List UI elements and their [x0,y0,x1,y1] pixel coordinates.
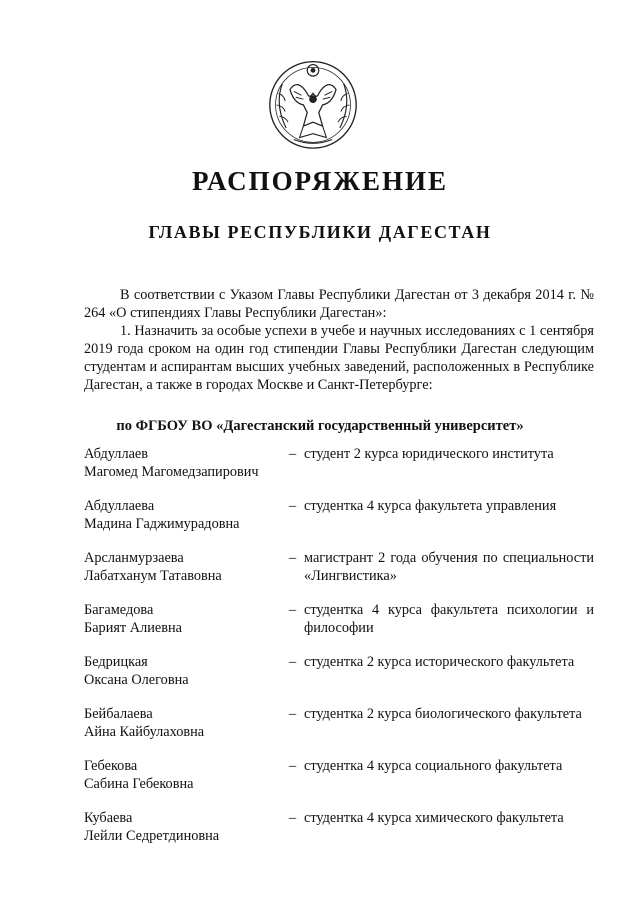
student-surname: Абдуллаев [84,446,149,462]
student-given-name: Оксана Олеговна [84,672,189,688]
student-given-name: Магомед Магомедзапирович [84,464,259,480]
student-given-name: Айна Кайбулаховна [84,724,205,740]
student-surname: Багамедова [84,602,154,618]
student-name [84,809,284,845]
student-description: магистрант 2 года обучения по специальности «Лингвистика» [304,550,594,584]
student-given-name: Сабина Гебековна [84,776,194,792]
student-description: студентка 4 курса химического факультета [304,810,564,826]
student-given-name: Лейли Седретдиновна [84,828,220,844]
preamble-paragraph: В соответствии с Указом Главы Республики Дагестан от 3 декабря 2014 г. № 264 «О стипендиях Главы Республики Дагестан»: [84,287,594,321]
coat-of-arms-emblem [265,55,361,151]
dash: – [289,602,297,618]
student-name [84,757,284,793]
student-name [84,497,284,533]
order-paragraph: 1. Назначить за особые успехи в учебе и научных исследованиях с 1 сентября 2019 года сроком на один год стипендии Главы Республики Дагестан следующим студентам и аспирантам высших учебных заведений, расположенных в Республике Дагестан, а также в городах Москве и Санкт-Петербурге: [84,323,594,393]
student-name [84,705,284,741]
student-description: студент 2 курса юридического института [304,446,554,462]
student-description: студентка 4 курса факультета психологии и философии [304,602,594,636]
student-name [84,549,284,585]
student-description: студентка 4 курса факультета управления [304,498,557,514]
student-surname: Гебекова [84,758,138,774]
student-name [84,445,284,481]
dash: – [289,498,297,514]
student-name [84,653,284,689]
dash: – [289,706,297,722]
student-description: студентка 4 курса социального факультета [304,758,563,774]
document-subtitle: ГЛАВЫ РЕСПУБЛИКИ ДАГЕСТАН [148,222,492,242]
student-surname: Абдуллаева [84,498,155,514]
student-surname: Бедрицкая [84,654,148,670]
student-name [84,601,284,637]
dash: – [289,810,297,826]
dash: – [289,654,297,670]
student-surname: Арсланмурзаева [84,550,184,566]
student-given-name: Лабатханум Татавовна [84,568,222,584]
student-surname: Кубаева [84,810,133,826]
student-given-name: Барият Алиевна [84,620,182,636]
document-title: РАСПОРЯЖЕНИЕ [191,166,449,196]
student-given-name: Мадина Гаджимурадовна [84,516,240,532]
student-surname: Бейбалаева [84,706,153,722]
dash: – [289,550,297,566]
dash: – [289,446,297,462]
student-description: студентка 2 курса исторического факультета [304,654,575,670]
student-description: студентка 2 курса биологического факультета [304,706,582,722]
dash: – [289,758,297,774]
section-heading: по ФГБОУ ВО «Дагестанский государственный университет» [116,418,524,434]
